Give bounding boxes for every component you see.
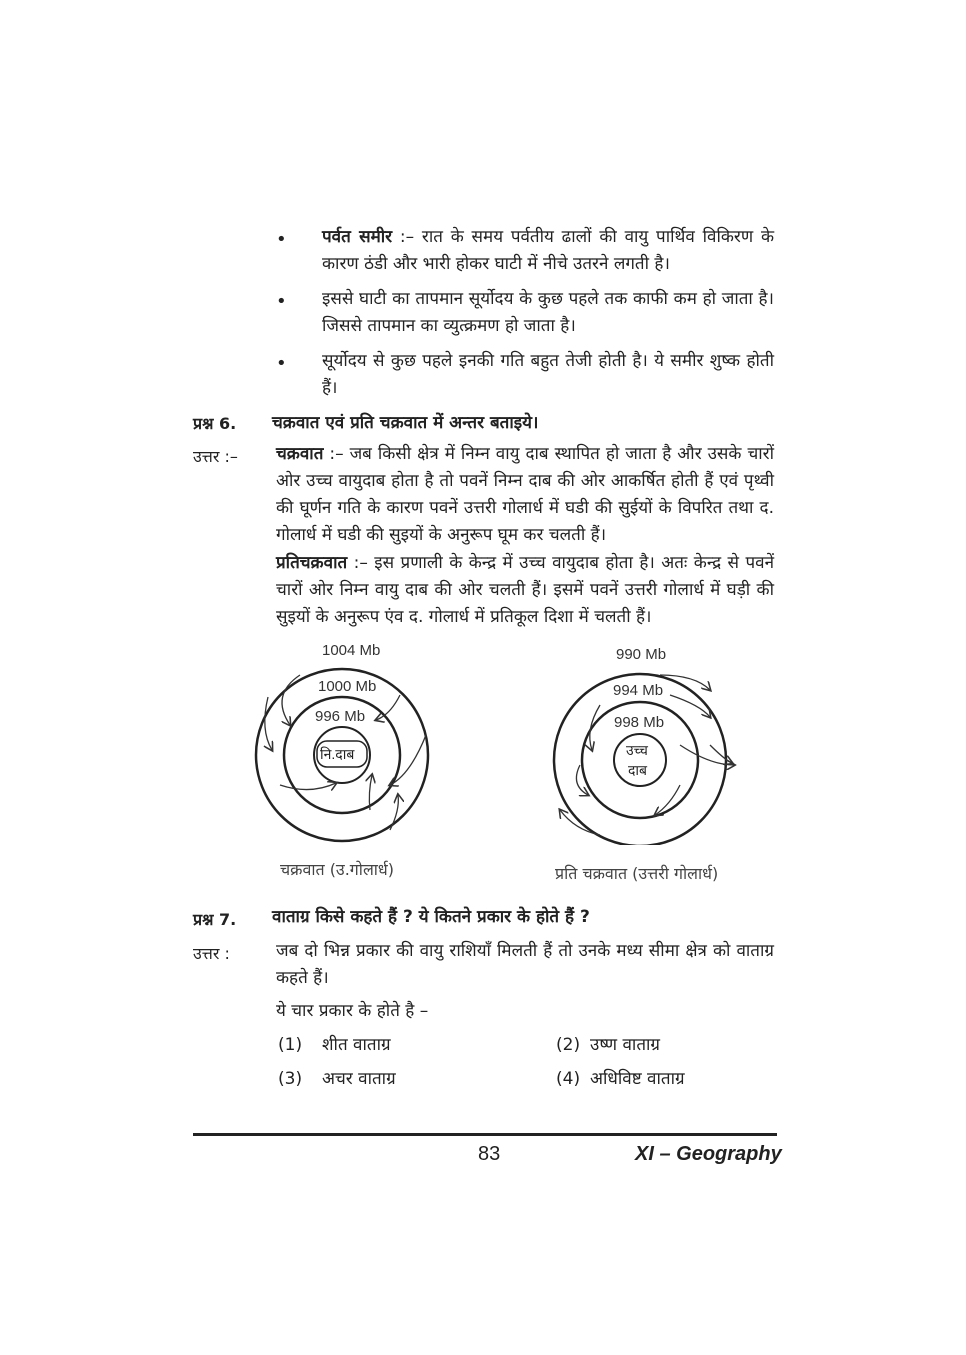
page-number: 83 (478, 1143, 501, 1165)
anticyclone-label-outer: 990 Mb (616, 646, 667, 663)
q7-answer-label: उत्तर : (193, 944, 230, 963)
isobar-outer (554, 674, 726, 845)
bullet-3-text: सूर्योदय से कुछ पहले इनकी गति बहुत तेजी होती है। ये समीर शुष्क होती हैं। (322, 351, 774, 398)
bullet-3 (322, 348, 774, 402)
type-1-text: शीत वाताग्र (322, 1035, 391, 1055)
bullet-2-text: इससे घाटी का तापमान सूर्योदय के कुछ पहले तक काफी कम हो जाता है। जिससे तापमान का व्युत्क्रमण हो जाता है। (322, 289, 774, 336)
bullet-1-text: :– रात के समय पर्वतीय ढालों की वायु पार्थिव विकिरण के कारण ठंडी और भारी होकर घाटी में नीचे उतरने लगती है। (322, 227, 774, 274)
q6-label: प्रश्न 6. (193, 414, 237, 433)
cyclone-term: चक्रवात (276, 444, 324, 464)
cyclone-label-inner: 996 Mb (315, 708, 366, 725)
wind-arrow (590, 705, 600, 750)
subject-title: XI – Geography (635, 1143, 782, 1165)
q7-title: वाताग्र किसे कहते हैं ? ये कितने प्रकार के होते हैं ? (272, 907, 590, 927)
bullet-icon: • (276, 229, 287, 250)
cyclone-text: :– जब किसी क्षेत्र में निम्न वायु दाब स्थापित हो जाता है और उसके चारों ओर उच्च वायुदाब होता है तो पवनें निम्न दाब की ओर आकर्षित होती हैं एवं पृथ्वी की घूर्णन गति के कारण पवनें उत्तरी गोलार्ध में घडी की सुईयों के विपरित तथा द. गोलार्ध में घडी की सुइयों के अनुरूप घूम कर चलती हैं। (276, 444, 774, 545)
cyclone-label-outer: 1004 Mb (322, 642, 381, 659)
type-2-num: (2) (556, 1035, 581, 1055)
wind-arrow (280, 783, 336, 790)
anticyclone-term: प्रतिचक्रवात (276, 553, 348, 573)
wind-arrow (376, 695, 400, 720)
footer-rule (193, 1133, 777, 1136)
q7-intro: ये चार प्रकार के होते है – (276, 1001, 429, 1021)
wind-arrow (710, 745, 732, 763)
cyclone-center-label: नि.दाब (320, 746, 355, 762)
type-3-num: (3) (278, 1069, 303, 1089)
anticyclone-center-line2: दाब (628, 762, 648, 778)
bullet-icon: • (276, 291, 287, 312)
type-4-num: (4) (556, 1069, 581, 1089)
anticyclone-label-inner: 998 Mb (614, 714, 665, 731)
type-2-text: उष्ण वाताग्र (590, 1035, 661, 1055)
type-3-text: अचर वाताग्र (322, 1069, 396, 1089)
bullet-2 (322, 286, 774, 340)
cyclone-label-middle: 1000 Mb (318, 678, 377, 695)
bullet-icon: • (276, 353, 287, 374)
cyclone-diagram (256, 642, 428, 841)
anticyclone-label-middle: 994 Mb (613, 682, 664, 699)
q6-title: चक्रवात एवं प्रति चक्रवात में अन्तर बताइये। (272, 413, 539, 433)
type-1-num: (1) (278, 1035, 303, 1055)
type-4-text: अधिविष्ट वाताग्र (590, 1069, 685, 1089)
anticyclone-text: :– इस प्रणाली के केन्द्र में उच्च वायुदाब होता है। अतः केन्द्र से पवनें चारों ओर निम्न वायु दाब की ओर चलती हैं। इसमें पवनें उत्तरी गोलार्ध में घड़ी की सुइयों के अनुरूप एंव द. गोलार्ध में प्रतिकूल दिशा में चलती हैं। (276, 553, 774, 627)
q7-label: प्रश्न 7. (193, 910, 237, 929)
q7-answer: जब दो भिन्न प्रकार की वायु राशियाँ मिलती हैं तो उनके मध्य सीमा क्षेत्र को वाताग्र कहते हैं। (276, 941, 774, 988)
cyclone-caption: चक्रवात (उ.गोलार्ध) (280, 860, 395, 879)
bullet-1 (322, 224, 774, 278)
cyclone-paragraph (276, 441, 774, 549)
anticyclone-center-line1: उच्च (626, 742, 648, 758)
pressure-diagrams (240, 635, 760, 845)
anticyclone-diagram (554, 646, 734, 845)
anticyclone-paragraph (276, 550, 774, 631)
anticyclone-caption: प्रति चक्रवात (उत्तरी गोलार्ध) (555, 864, 719, 883)
bullet-1-term: पर्वत समीर (322, 227, 393, 247)
q6-answer-label: उत्तर :– (193, 447, 238, 466)
